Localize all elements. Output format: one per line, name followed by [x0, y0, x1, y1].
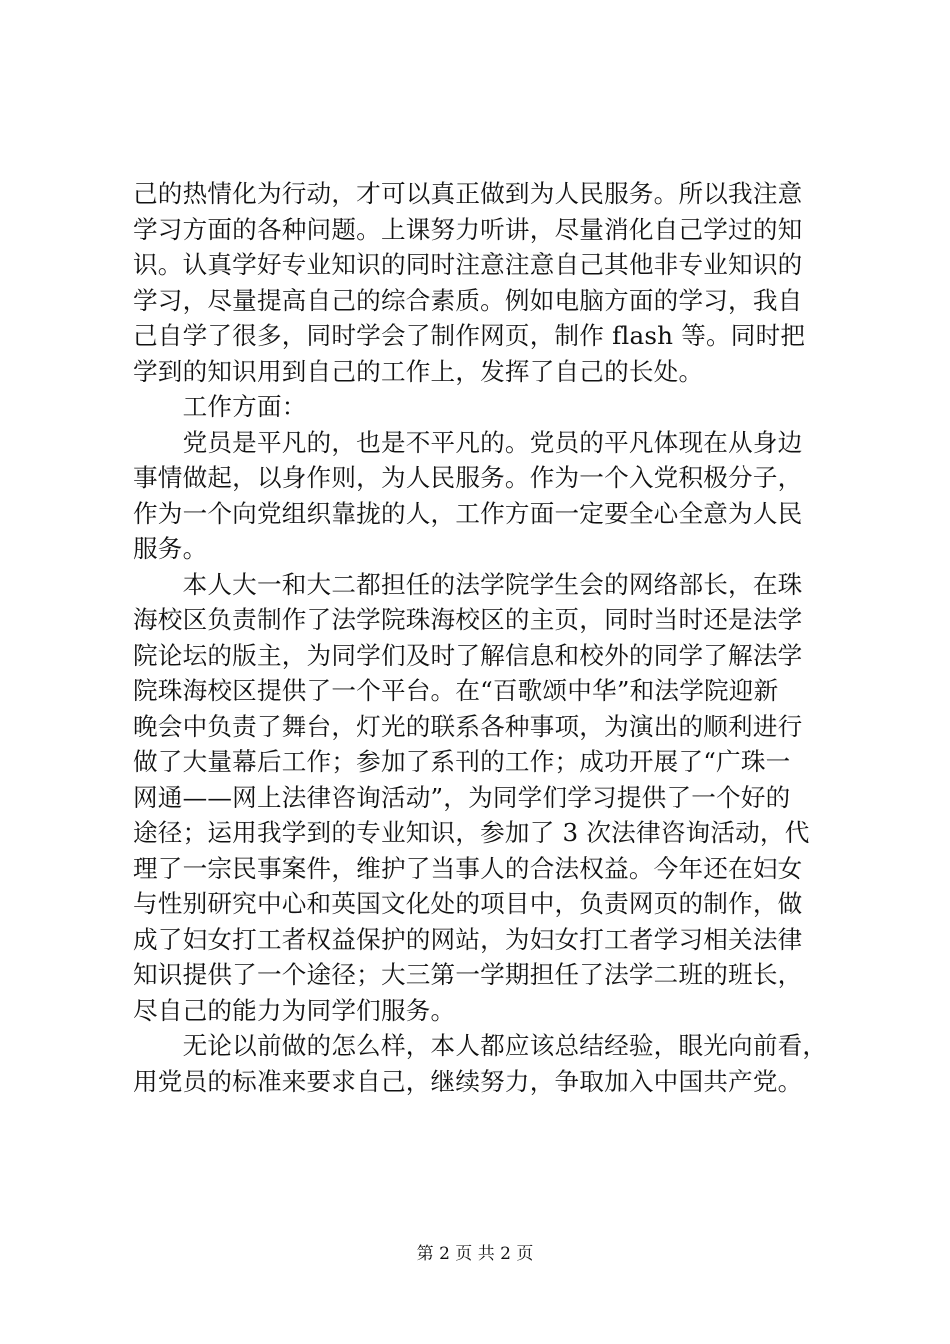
text-line: 途径；运用我学到的专业知识，参加了 3 次法律咨询活动，代: [133, 818, 810, 847]
page-number-footer: 第 2 页 共 2 页: [416, 1244, 534, 1264]
text-line: 作为一个向党组织靠拢的人，工作方面一定要全心全意为人民: [133, 498, 803, 528]
document-body: [133, 176, 833, 1099]
text-line: 海校区负责制作了法学院珠海校区的主页，同时当时还是法学: [133, 605, 803, 634]
text-line: 与性别研究中心和英国文化处的项目中，负责网页的制作，做: [133, 889, 803, 918]
text-line: 本人大一和大二都担任的法学院学生会的网络部长，在珠: [133, 569, 803, 599]
text-line: 晚会中负责了舞台，灯光的联系各种事项，为演出的顺利进行: [133, 711, 803, 741]
text-line: 成了妇女打工者权益保护的网站，为妇女打工者学习相关法律: [133, 924, 803, 954]
text-line: 用党员的标准来要求自己，继续努力，争取加入中国共产党。: [133, 1066, 803, 1096]
text-line: 服务。: [133, 534, 208, 563]
text-line: 无论以前做的怎么样，本人都应该总结经验，眼光向前看，: [133, 1031, 828, 1060]
text-line: 知识提供了一个途径；大三第一学期担任了法学二班的班长，: [133, 960, 803, 989]
text-line: 学到的知识用到自己的工作上，发挥了自己的长处。: [133, 356, 704, 386]
text-line: 尽自己的能力为同学们服务。: [133, 995, 456, 1025]
text-line: 学习方面的各种问题。上课努力听讲，尽量消化自己学过的知: [133, 214, 803, 244]
text-line: 做了大量幕后工作；参加了系刊的工作；成功开展了“广珠一: [133, 747, 791, 776]
section-heading-work: 工作方面：: [133, 392, 307, 421]
text-line: 事情做起，以身作则，为人民服务。作为一个入党积极分子，: [133, 463, 803, 492]
text-line: 院论坛的版主，为同学们及时了解信息和校外的同学了解法学: [133, 640, 803, 670]
text-line: 己的热情化为行动，才可以真正做到为人民服务。所以我注意: [133, 179, 803, 208]
text-line: 院珠海校区提供了一个平台。在“百歌颂中华”和法学院迎新: [133, 676, 779, 705]
text-line: 识。认真学好专业知识的同时注意注意自己其他非专业知识的: [133, 250, 803, 279]
text-line: 理了一宗民事案件，维护了当事人的合法权益。今年还在妇女: [133, 853, 803, 883]
text-line: 网通——网上法律咨询活动”，为同学们学习提供了一个好的: [133, 782, 791, 812]
text-line: 党员是平凡的，也是不平凡的。党员的平凡体现在从身边: [133, 427, 803, 457]
text-line: 己自学了很多，同时学会了制作网页，制作 flash 等。同时把: [133, 321, 806, 350]
text-line: 学习，尽量提高自己的综合素质。例如电脑方面的学习，我自: [133, 285, 803, 315]
